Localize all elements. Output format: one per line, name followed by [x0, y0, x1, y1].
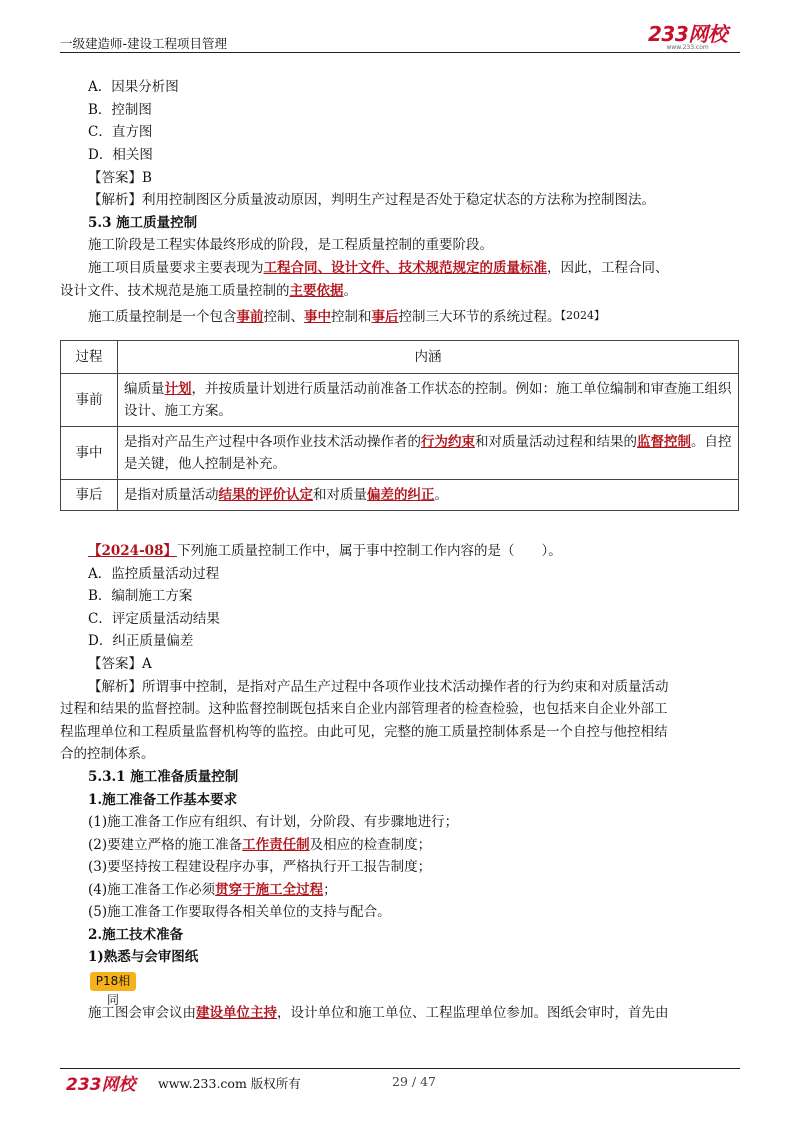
control-process-table: [60, 340, 739, 511]
list-item: (2)要建立严格的施工准备工作责任制及相应的检查制度；: [88, 837, 432, 853]
section-heading-5-3: 5.3 施工质量控制: [88, 215, 198, 231]
table-header-content: 内涵: [118, 341, 739, 374]
table-row: 事后 是指对质量活动结果的评价认定和对质量偏差的纠正。: [61, 480, 739, 511]
q2-option-b: B．编制施工方案: [88, 588, 193, 604]
page-number: 29 / 47: [392, 1074, 436, 1089]
para-2-line-2: 设计文件、技术规范是施工质量控制的主要依据。: [60, 283, 357, 299]
header-divider: [60, 52, 740, 53]
q2-option-a: A．监控质量活动过程: [88, 566, 220, 582]
q2-stem: 【2024-08】下列施工质量控制工作中，属于事中控制工作内容的是（ ）。: [88, 543, 562, 559]
list-item: (5)施工准备工作要取得各相关单位的支持与配合。: [88, 904, 391, 920]
q2-analysis-line-2: 过程和结果的监督控制。这种监督控制既包括来自企业内部管理者的检查检验，也包括来自企业外部工: [60, 701, 668, 717]
last-paragraph: 施工图会审会议由建设单位主持，设计单位和施工单位、工程监理单位参加。图纸会审时，首先由: [88, 1005, 669, 1021]
q1-answer: 【答案】B: [88, 170, 152, 186]
list-item: (1)施工准备工作应有组织、有计划，分阶段、有步骤地进行；: [88, 814, 459, 830]
page-ref-badge: P18相同: [90, 972, 136, 991]
para-3: 施工质量控制是一个包含事前控制、事中控制和事后控制三大环节的系统过程。【2024】: [88, 309, 605, 325]
highlight-main-basis: 主要依据: [289, 283, 344, 299]
subheading-1: 1.施工准备工作基本要求: [88, 792, 238, 808]
para-1: 施工阶段是工程实体最终形成的阶段，是工程质量控制的重要阶段。: [88, 237, 493, 253]
highlight-quality-standard: 工程合同、设计文件、技术规范规定的质量标准: [263, 260, 547, 276]
table-header-stage: 过程: [61, 341, 118, 374]
subheading-3: 1)熟悉与会审图纸: [88, 949, 199, 965]
q1-option-b: B．控制图: [88, 102, 152, 118]
section-heading-5-3-1: 5.3.1 施工准备质量控制: [88, 769, 239, 785]
q2-option-d: D．纠正质量偏差: [88, 633, 194, 649]
q1-option-a: A．因果分析图: [88, 79, 179, 95]
footer-site: www.233.com 版权所有: [158, 1076, 301, 1091]
q1-analysis: 【解析】利用控制图区分质量波动原因，判明生产过程是否处于稳定状态的方法称为控制图法。: [88, 192, 655, 208]
footer-divider: [60, 1068, 740, 1069]
q2-analysis-line-3: 程监理单位和工程质量监督机构等的监控。由此可见，完整的施工质量控制体系是一个自控与他控相结: [60, 724, 668, 740]
logo-url: www.233.com: [666, 44, 709, 51]
subheading-2: 2.施工技术准备: [88, 927, 184, 943]
q1-option-c: C．直方图: [88, 124, 153, 140]
logo-text: 233网校: [648, 22, 728, 46]
table-row: 事中 是指对产品生产过程中各项作业技术活动操作者的行为约束和对质量活动过程和结果的监督控制。自控是关键，他人控制是补充。: [61, 427, 739, 480]
para-2-line-1: 施工项目质量要求主要表现为工程合同、设计文件、技术规范规定的质量标准，因此，工程合同、: [88, 260, 669, 276]
header-title: 一级建造师-建设工程项目管理: [60, 36, 228, 51]
brand-logo[interactable]: [648, 24, 727, 51]
q2-option-c: C．评定质量活动结果: [88, 611, 220, 627]
list-item: (4)施工准备工作必须贯穿于施工全过程；: [88, 882, 337, 898]
table-header-row: [61, 341, 739, 374]
year-tag: 【2024】: [560, 309, 605, 322]
q1-option-d: D．相关图: [88, 147, 153, 163]
q2-analysis-line-1: 【解析】所谓事中控制，是指对产品生产过程中各项作业技术活动操作者的行为约束和对质量活动: [88, 679, 669, 695]
table-row: 事前 编质量计划，并按质量计划进行质量活动前准备工作状态的控制。例如：施工单位编制和审查施工组织设计、施工方案。: [61, 374, 739, 427]
q2-year-tag[interactable]: 【2024-08】: [88, 543, 177, 559]
q2-answer: 【答案】A: [88, 656, 152, 672]
list-item: (3)要坚持按工程建设程序办事，严格执行开工报告制度；: [88, 859, 432, 875]
footer-logo[interactable]: 233网校: [66, 1075, 136, 1095]
q2-analysis-line-4: 合的控制体系。: [60, 746, 155, 762]
